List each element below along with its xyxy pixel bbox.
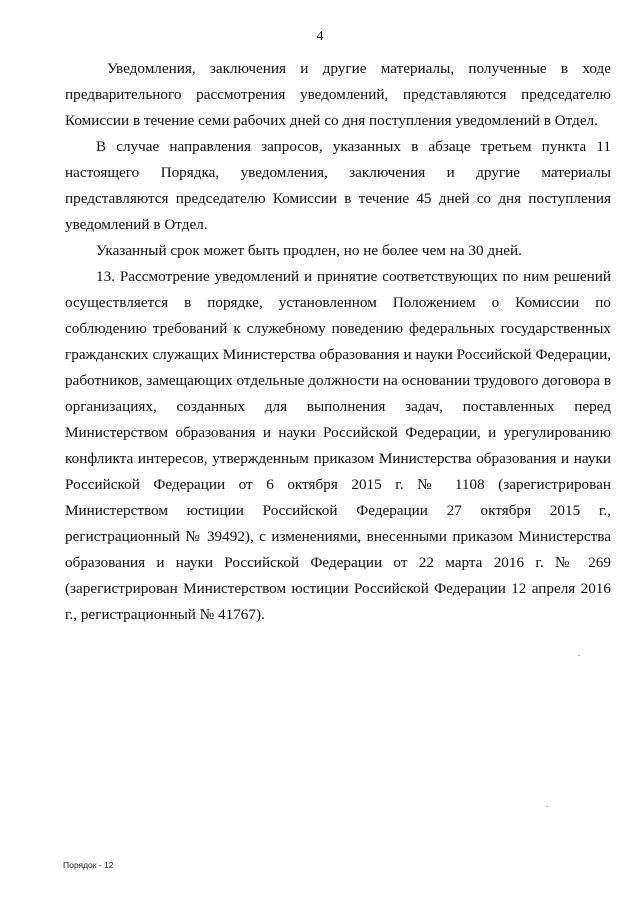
page-number: 4 xyxy=(316,29,324,44)
paragraph-requests-case: В случае направления запросов, указанных в абзаце третьем пункта 11 настоящего Порядка, уведомления, заключения и другие материалы представляются председателю Комиссии в течение 45 дней со дня поступления уведомлений в Отдел. xyxy=(65,138,611,233)
paragraph-item-13: 13. Рассмотрение уведомлений и принятие соответствующих по ним решений осуществляется в порядке, установленном Положением о Комиссии по соблюдению требований к служебному поведению федеральных государственных гражданских служащих Министерства образования и науки Российской Федерации, работников, замещающих отдельные должности на основании трудового договора в организациях, созданных для выполнения задач, поставленных перед Министерством образования и науки Российской Федерации, и урегулированию конфликта интересов, утвержденным приказом Министерства образования и науки Российской Федерации от 6 октября 2015 г. № 1108 (зарегистрирован Министерством юстиции Российской Федерации 27 октября 2015 г., регистрационный № 39492), с изменениями, внесенными приказом Министерства образования и науки Российской Федерации от 22 марта 2016 г. № 269 (зарегистрирован Министерством юстиции Российской Федерации 12 апреля 2016 г., регистрационный № 41767). xyxy=(65,268,611,623)
scan-speck xyxy=(546,806,548,807)
paragraph-materials-submission: Уведомления, заключения и другие материалы, полученные в ходе предварительного рассмотрения уведомлений, представляются председателю Комиссии в течение семи рабочих дней со дня поступления уведомлений в Отдел. xyxy=(65,60,611,129)
paragraph-term-extension: Указанный срок может быть продлен, но не более чем на 30 дней. xyxy=(96,242,522,259)
footer-note: Порядок - 12 xyxy=(63,860,114,870)
scan-speck xyxy=(578,655,580,656)
document-body xyxy=(65,56,611,628)
